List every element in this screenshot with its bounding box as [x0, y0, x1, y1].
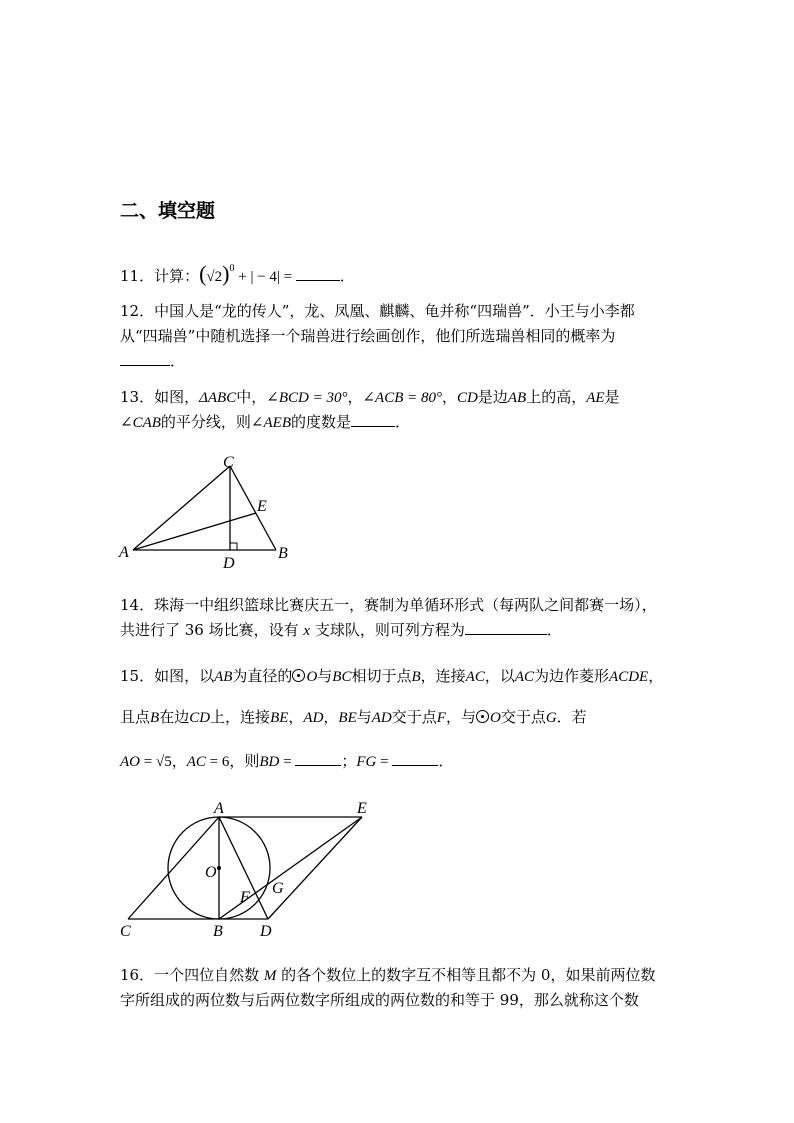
q15-text: 与	[317, 667, 333, 685]
q14-answer-blank[interactable]	[465, 620, 547, 635]
q14-text: 共进行了 36 场比赛，设有	[120, 621, 304, 639]
fig13-label-e: E	[257, 498, 267, 515]
q13-text: 的度数是	[290, 413, 351, 431]
fig13-bisector-ae	[133, 513, 256, 550]
q15-text: 上，连接	[210, 708, 271, 726]
circle-dot-icon	[292, 669, 305, 682]
q12-line2: 从“四瑞兽”中随机选择一个瑞兽进行绘画创作，他们所选瑞兽相同的概率为	[120, 327, 616, 345]
q13-sep: ，	[442, 388, 458, 406]
q15-text: 交于点	[391, 708, 437, 726]
fig15-label-b: B	[213, 923, 223, 940]
q15-text: 且点	[120, 708, 151, 726]
q13-angle-aeb: ∠AEB	[250, 415, 291, 431]
q11-paren-close: )	[222, 261, 230, 286]
fig13-side-cb	[230, 466, 276, 550]
q14-line1: 14．珠海一中组织篮球比赛庆五一，赛制为单循环形式（每两队之间都赛一场），	[120, 596, 657, 614]
q11-exponent: 0	[229, 263, 235, 274]
fig15-label-g: G	[272, 880, 284, 897]
q13-text: 是	[604, 388, 620, 406]
q15-g: G	[545, 710, 557, 726]
fig15-center-dot	[217, 866, 221, 870]
q15-text: ，则	[229, 752, 260, 770]
q15-text: ，	[648, 667, 664, 685]
fig15-label-a: A	[214, 800, 224, 817]
q15-eq: =	[376, 754, 393, 770]
q15-text: ，	[171, 752, 187, 770]
q15-line1	[120, 665, 663, 688]
question-11	[120, 258, 355, 288]
q13-tail: ．	[395, 413, 411, 431]
q11-tail: ．	[339, 267, 355, 285]
q15-ad: AD	[303, 710, 324, 726]
q13-angle-cab: ∠CAB	[120, 415, 161, 431]
q11-number: 11．计算：	[120, 267, 200, 285]
q15-number: 15．如图，以	[120, 667, 215, 685]
q15-text: 在边	[159, 708, 190, 726]
q13-text: 的平分线，则	[160, 413, 251, 431]
q15-line3	[120, 750, 453, 773]
section-title: 二、填空题	[120, 200, 216, 222]
fig15-label-f: F	[240, 889, 250, 906]
q13-ab: AB	[507, 390, 527, 406]
q15-text: 交于点	[500, 708, 546, 726]
q15-fg-answer-blank[interactable]	[392, 751, 438, 766]
fig13-label-c: C	[223, 454, 234, 471]
q12-line1: 12．中国人是“龙的传人”，龙、凤凰、麒麟、龟并称“四瑞兽”．小王与小李都	[120, 302, 635, 320]
q15-b: B	[150, 710, 160, 726]
q11-rest: + | − 4| =	[234, 269, 296, 285]
fig13-label-a: A	[119, 544, 129, 561]
q13-text: 上的高，	[526, 388, 587, 406]
circle-dot-icon	[476, 710, 489, 723]
q15-ad: AD	[371, 710, 392, 726]
q13-sep: ，	[347, 388, 363, 406]
q16-line1	[120, 964, 655, 987]
q13-cd: CD	[457, 390, 478, 406]
q15-bd: BD	[259, 754, 280, 770]
q16-var-m: M	[263, 968, 277, 984]
q15-eq: =	[279, 754, 296, 770]
q12-line3	[120, 350, 185, 372]
q15-text: ；	[341, 752, 357, 770]
q15-o: O	[489, 710, 501, 726]
fig15-side-ed	[268, 817, 362, 919]
q11-paren-open: (	[199, 261, 207, 286]
q11-sqrt: √2	[206, 269, 223, 285]
q15-ac: AC	[514, 669, 535, 685]
fig13-label-d: D	[223, 555, 235, 572]
q15-be: BE	[338, 710, 357, 726]
q15-ab: AB	[214, 669, 233, 685]
q15-text: ．若	[556, 708, 587, 726]
q15-text: 相切于点	[351, 667, 412, 685]
q15-text: 与	[356, 708, 372, 726]
q15-ac: AC	[186, 754, 206, 770]
q13-text: 中，	[236, 388, 267, 406]
q13-ae: AE	[586, 390, 605, 406]
fig15-label-e: E	[357, 800, 367, 817]
fig15-label-d: D	[260, 923, 272, 940]
q14-text: 支球队，则可列方程为	[310, 621, 465, 639]
q15-text: 为直径的	[232, 667, 293, 685]
q15-tail: ．	[438, 752, 454, 770]
fig13-label-b: B	[278, 545, 288, 562]
q13-triangle: ΔABC	[199, 390, 237, 406]
q15-line2	[120, 706, 587, 729]
fig13-right-angle-mark	[230, 543, 237, 550]
q12-tail: ．	[170, 352, 186, 370]
q12-answer-blank[interactable]	[120, 351, 170, 366]
q14-line2	[120, 619, 562, 642]
q14-tail: ．	[546, 621, 562, 639]
q15-bc: BC	[332, 669, 352, 685]
q16-text: 的各个数位上的数字互不相等且都不为 0，如果前两位数	[276, 966, 656, 984]
q15-acde: ACDE	[609, 669, 649, 685]
q11-answer-blank[interactable]	[296, 266, 340, 281]
q15-o: O	[306, 669, 318, 685]
q15-f: F	[436, 710, 446, 726]
q15-ao-value: = √5	[140, 754, 172, 770]
figure-13-triangle	[110, 450, 300, 575]
fig13-side-ac	[133, 466, 230, 550]
q13-angle-bcd: ∠BCD = 30°	[266, 390, 348, 406]
q15-text: ，	[288, 708, 304, 726]
q15-ac: AC	[465, 669, 485, 685]
q15-ao: AO	[120, 754, 140, 770]
q14-var-x: x	[303, 623, 311, 639]
q15-cd: CD	[189, 710, 211, 726]
q15-be: BE	[270, 710, 289, 726]
q15-text: ，与	[445, 708, 476, 726]
q13-line1	[120, 386, 620, 409]
q15-text: ，	[323, 708, 339, 726]
q16-text: 16．一个四位自然数	[120, 966, 264, 984]
figure-15-rhombus-circle	[110, 795, 380, 945]
q15-bd-answer-blank[interactable]	[295, 751, 341, 766]
q13-answer-blank[interactable]	[351, 412, 395, 427]
q13-number: 13．如图，	[120, 388, 200, 406]
q15-ac-value: = 6	[205, 754, 230, 770]
q15-b: B	[411, 669, 421, 685]
q15-text: ，连接	[420, 667, 466, 685]
q16-line2: 字所组成的两位数与后两位数字所组成的两位数的和等于 99，那么就称这个数	[120, 991, 639, 1009]
q13-line2	[120, 411, 410, 434]
q15-text: ，以	[484, 667, 515, 685]
fig15-label-o: O	[205, 864, 217, 881]
fig15-label-c: C	[120, 923, 131, 940]
q15-text: 为边作菱形	[534, 667, 610, 685]
q13-text: 是边	[477, 388, 508, 406]
q13-angle-acb: ∠ACB = 80°	[362, 390, 442, 406]
q15-fg: FG	[356, 754, 377, 770]
